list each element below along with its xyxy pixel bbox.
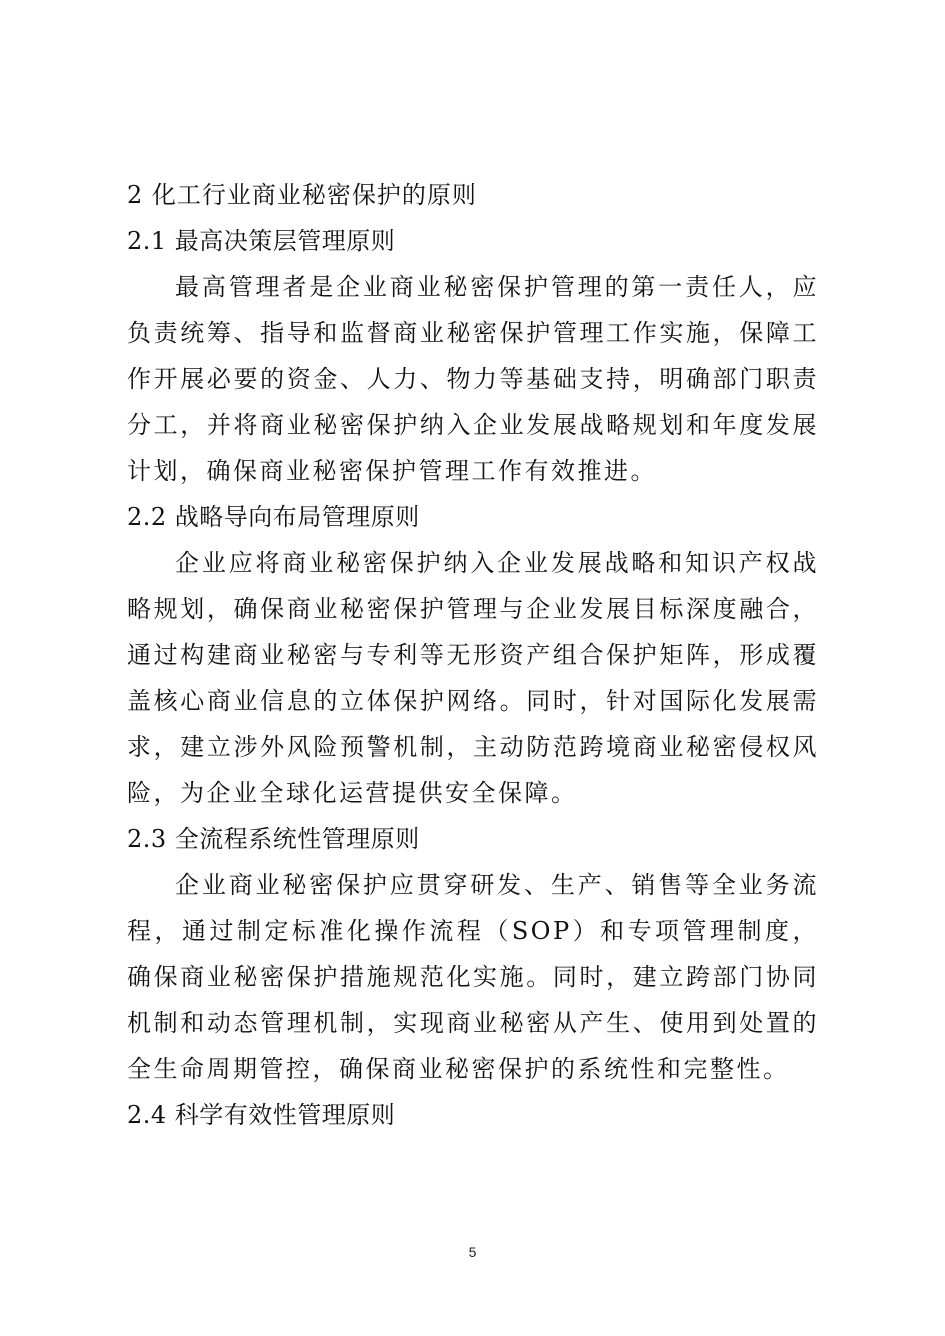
document-body [127, 172, 819, 1138]
paragraph-2-3: 企业商业秘密保护应贯穿研发、生产、销售等全业务流程，通过制定标准化操作流程（SOP）和专项管理制度，确保商业秘密保护措施规范化实施。同时，建立跨部门协同机制和动态管理机制，实现商业秘密从产生、使用到处置的全生命周期管控，确保商业秘密保护的系统性和完整性。 [127, 871, 819, 1083]
subsection-heading-2-3: 2.3 全流程系统性管理原则 [127, 825, 420, 853]
subsection-heading-2-2: 2.2 战略导向布局管理原则 [127, 503, 420, 531]
paragraph-2-2: 企业应将商业秘密保护纳入企业发展战略和知识产权战略规划，确保商业秘密保护管理与企业发展目标深度融合，通过构建商业秘密与专利等无形资产组合保护矩阵，形成覆盖核心商业信息的立体保护网络。同时，针对国际化发展需求，建立涉外风险预警机制，主动防范跨境商业秘密侵权风险，为企业全球化运营提供安全保障。 [127, 549, 819, 807]
page-number: 5 [468, 1244, 477, 1260]
section-title: 2 化工行业商业秘密保护的原则 [127, 181, 477, 209]
subsection-heading-2-4: 2.4 科学有效性管理原则 [127, 1101, 396, 1129]
paragraph-2-1: 最高管理者是企业商业秘密保护管理的第一责任人，应负责统筹、指导和监督商业秘密保护管理工作实施，保障工作开展必要的资金、人力、物力等基础支持，明确部门职责分工，并将商业秘密保护纳入企业发展战略规划和年度发展计划，确保商业秘密保护管理工作有效推进。 [127, 273, 819, 485]
subsection-heading-2-1: 2.1 最高决策层管理原则 [127, 227, 396, 255]
